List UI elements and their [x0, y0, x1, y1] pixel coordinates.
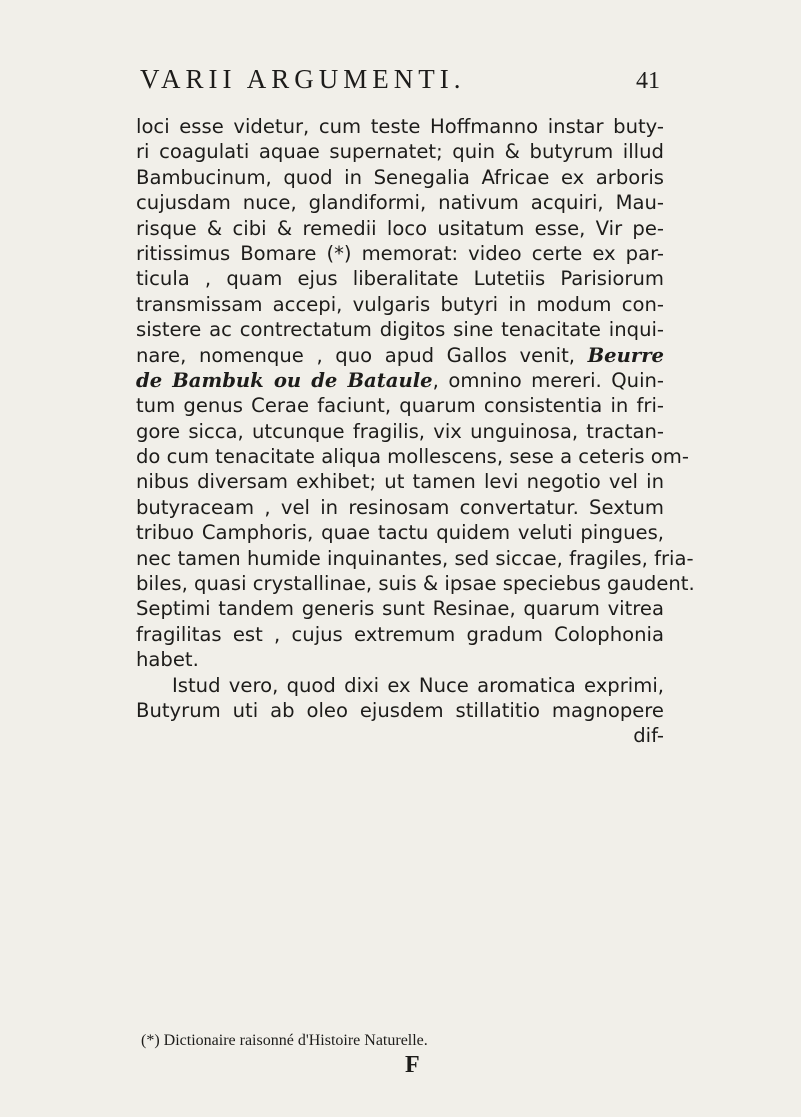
text-line-with-italic: [136, 343, 664, 368]
text-line: sistere ac contrectatum digitos sine tenacitate inqui-: [136, 318, 664, 342]
catchword: dif-: [633, 724, 664, 748]
text-line: Septimi tandem generis sunt Resinae, quarum vitrea: [136, 597, 664, 621]
text-line: gore sicca, utcunque fragilis, vix unguinosa, tractan-: [136, 419, 664, 443]
text-line: butyraceam , vel in resinosam convertatur. Sextum: [136, 495, 664, 519]
page-number: 41: [636, 68, 660, 94]
text-line: risque & cibi & remedii loco usitatum esse, Vir pe-: [136, 216, 664, 240]
text-line: Bambucinum, quod in Senegalia Africae ex arboris: [136, 165, 664, 189]
running-title: VARII ARGUMENTI.: [140, 64, 466, 94]
text-line-with-italic: [136, 368, 664, 393]
text-line: tribuo Camphoris, quae tactu quidem veluti pingues,: [136, 521, 664, 545]
text-line: transmissam accepi, vulgaris butyri in modum con-: [136, 292, 664, 316]
text-line: Istud vero, quod dixi ex Nuce aromatica exprimi,: [172, 673, 664, 697]
text-line: ritissimus Bomare (*) memorat: video certe ex par-: [136, 241, 664, 265]
text-line: habet.: [136, 648, 199, 672]
text-line: cujusdam nuce, glandiformi, nativum acquiri, Mau-: [136, 191, 664, 215]
italic-phrase: de Bambuk ou de Bataule: [136, 368, 433, 392]
text-line: loci esse videtur, cum teste Hoffmanno instar buty-: [136, 115, 664, 138]
text-line: nibus diversam exhibet; ut tamen levi negotio vel in: [136, 470, 664, 494]
footnote: (*) Dictionaire raisonné d'Histoire Naturelle.: [141, 1032, 428, 1049]
text-line: ri coagulati aquae supernatet; quin & butyrum illud: [136, 140, 664, 164]
italic-phrase: Beurre: [587, 343, 664, 367]
text-line: nec tamen humide inquinantes, sed siccae, fragiles, fria-: [136, 546, 694, 570]
signature-mark: F: [405, 1052, 420, 1078]
text-line: do cum tenacitate aliqua mollescens, sese a ceteris om-: [136, 445, 689, 469]
page-header: [140, 64, 660, 104]
text-line: ticula , quam ejus liberalitate Lutetiis Parisiorum: [136, 267, 664, 291]
text-line: Butyrum uti ab oleo ejusdem stillatitio magnopere: [136, 698, 664, 722]
text-segment: nare, nomenque , quo apud Gallos venit,: [136, 343, 575, 367]
text-segment: , omnino mereri. Quin-: [432, 368, 664, 392]
text-line: fragilitas est , cujus extremum gradum Colophonia: [136, 622, 664, 646]
text-line: biles, quasi crystallinae, suis & ipsae speciebus gaudent.: [136, 572, 695, 596]
body-text: [136, 114, 695, 749]
text-line: tum genus Cerae faciunt, quarum consistentia in fri-: [136, 394, 664, 418]
